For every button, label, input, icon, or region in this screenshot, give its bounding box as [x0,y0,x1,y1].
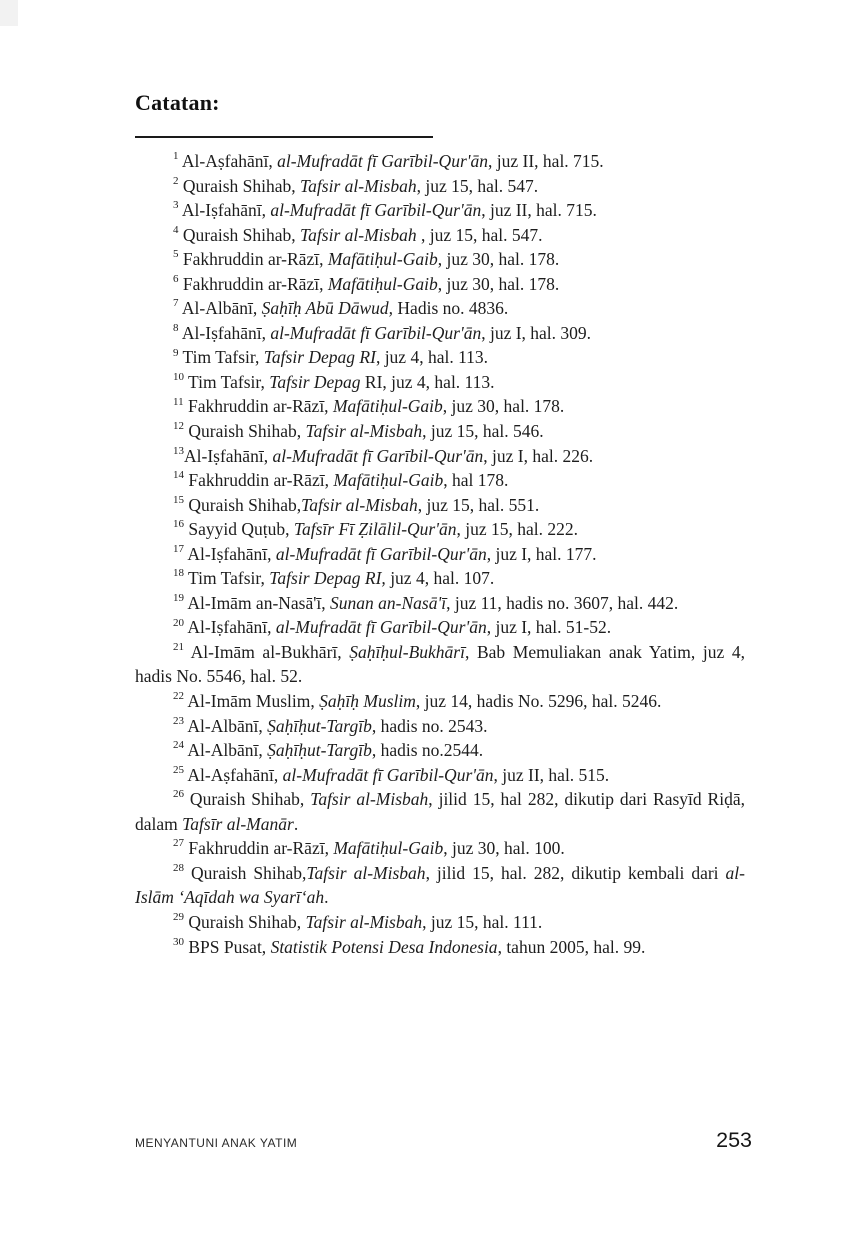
note-text: , juz 15, hal. 222. [456,519,578,540]
note-number: 18 [173,567,184,580]
note-text: Tim Tafsir, [178,347,264,368]
note-title: Statistik Potensi Desa Indonesia [270,936,498,957]
note-title: Tafsir Depag RI [263,347,376,368]
note-title: Ṣaḥīḥut-Targīb [267,715,372,736]
note-text: , juz II, hal. 715. [488,151,604,171]
note-title: al-Mufradāt fī Garībil-Qur'ān [272,445,484,466]
note-title: al-Mufradāt fī Garībil-Qur'ān [270,322,482,343]
note-title: Mafātiḥul-Gaib [327,273,438,294]
note-number: 27 [173,837,184,850]
note-title: Tafsir Depag RI, [269,568,386,589]
note-text: , hal 178. [443,470,509,491]
endnote-23 [135,714,745,739]
note-text: , juz 15, hal. 111. [422,911,543,932]
note-text: Al-Albānī, [184,740,268,761]
note-text: . [293,813,299,834]
note-text: , jilid 15, hal 282, dikutip dari Rasyīd Riḍā, dalam [135,789,745,834]
endnote-11 [135,394,745,419]
note-title: Ṣaḥīḥ Muslim [319,691,416,712]
endnote-5 [135,247,745,272]
endnote-16 [135,517,745,542]
note-title: Ṣaḥīḥul-Bukhārī [349,641,465,662]
note-title: Tafsir al-Misbah [306,862,426,883]
note-text: , juz II, hal. 715. [481,200,597,221]
note-number: 4 [173,223,179,236]
note-number: 24 [173,739,184,752]
scan-artifact [0,0,18,26]
note-text: Al-Iṣfahānī, [184,543,276,564]
note-number: 17 [173,542,184,555]
note-text: Fakhruddin ar-Rāzī, [178,273,328,294]
note-text: , juz 30, hal. 178. [437,249,560,270]
endnote-13 [135,444,745,469]
note-text: Al-Imām an-Nasā'ī, [184,592,331,613]
endnote-19 [135,591,745,616]
note-text: , juz 30, hal. 178. [442,396,565,417]
note-text: Fakhruddin ar-Rāzī, [178,249,328,270]
note-text: , Bab Memuliakan anak Yatim, juz 4, hadis No. 5546, hal. 52. [135,641,745,687]
endnote-8 [135,321,745,346]
note-title: Tafsir al-Misbah [300,175,417,196]
note-text: Quraish Shihab, [184,494,302,515]
note-number: 1 [173,150,179,163]
note-number: 7 [173,297,179,310]
note-text: Al-Imām Muslim, [184,691,320,712]
note-number: 13 [173,444,184,457]
endnote-24 [135,738,745,763]
note-text: Hadis no. 4836. [393,298,509,319]
note-text: Tim Tafsir, [184,568,270,589]
note-text: , juz 14, hadis No. 5296, hal. 5246. [415,691,662,712]
note-title: Tafsir al-Misbah [310,789,429,810]
note-text: , hadis no. 2543. [371,715,488,736]
note-text: Fakhruddin ar-Rāzī, [184,470,334,491]
note-text: , hadis no.2544. [371,740,484,761]
note-text: , juz 15, hal. 547. [416,175,539,196]
note-number: 26 [173,788,184,801]
note-number: 8 [173,322,179,334]
note-text: Fakhruddin ar-Rāzī, [183,396,333,417]
endnote-29 [135,910,745,935]
note-number: 6 [173,272,179,285]
endnote-9 [135,345,745,370]
heading-rule [135,136,433,138]
note-text: juz 4, hal. 107. [385,568,495,589]
endnote-14 [135,468,745,493]
endnote-25 [135,763,745,788]
note-text: Al-Iṣfahānī, [184,617,276,638]
endnote-1 [135,149,745,174]
note-number: 23 [173,714,184,727]
notes-heading: Catatan: [135,90,220,115]
note-title: Mafātiḥul-Gaib [327,249,438,270]
note-text: Tim Tafsir, [184,371,270,392]
endnote-26 [135,787,745,836]
note-text: Al-Albānī, [178,298,262,319]
note-number: 2 [173,174,179,187]
notes-list [135,149,745,959]
note-title: al-Mufradāt fī Garībil-Qur'ān [277,151,489,171]
note-number: 30 [173,935,184,948]
note-number: 3 [173,199,179,212]
note-text: , juz 15, hal. 547. [416,224,543,245]
note-text: Al-Albānī, [184,715,268,736]
note-text: Quraish Shihab, [184,789,311,810]
page-number: 253 [716,1128,752,1152]
note-text: , juz 30, hal. 178. [437,273,560,294]
note-number: 28 [173,862,184,875]
note-text: Quraish Shihab, [184,421,306,442]
note-number: 9 [173,346,179,359]
note-title: al-Mufradāt fī Garībil-Qur'ān [282,764,494,785]
endnote-3 [135,198,745,223]
note-text: , juz 30, hal. 100. [443,838,565,859]
note-text: , juz 4, hal. 113. [375,347,489,368]
endnote-22 [135,689,745,714]
note-title: Tafsir al-Misbah [305,421,423,442]
note-title: Mafātiḥul-Gaib [332,396,443,417]
note-text: , juz II, hal. 515. [493,764,610,785]
note-text: Quraish Shihab, [184,862,307,883]
note-number: 25 [173,763,184,776]
note-title: Ṣaḥīḥ Abū Dāwud, [261,298,394,319]
note-text: BPS Pusat, [184,936,271,957]
endnote-21 [135,640,745,689]
endnote-7 [135,296,745,321]
note-number: 21 [173,641,184,654]
note-title: Mafātiḥul-Gaib [333,838,444,859]
running-footer-title: MENYANTUNI ANAK YATIM [135,1136,298,1150]
note-number: 16 [173,518,184,531]
note-number: 14 [173,469,184,482]
endnote-27 [135,836,745,861]
note-text: Quraish Shihab, [184,911,306,932]
note-text: , juz 11, hadis no. 3607, hal. 442. [446,592,679,613]
note-text: . [324,887,329,908]
note-number: 11 [173,395,184,408]
note-text: Quraish Shihab, [178,175,301,196]
endnote-28 [135,861,745,910]
note-title: Tafsir Depag [269,371,361,392]
note-text: Al-Imām al-Bukhārī, [184,641,350,662]
endnote-12 [135,419,745,444]
endnote-6 [135,272,745,297]
note-title: Ṣaḥīḥut-Targīb [267,740,372,761]
note-text: , juz I, hal. 226. [483,445,594,466]
note-number: 22 [173,690,184,703]
note-title: Mafātiḥul-Gaib [333,470,444,491]
note-number: 15 [173,493,184,506]
note-text: RI, juz 4, hal. 113. [360,371,495,392]
note-number: 20 [173,616,184,629]
note-title: al-Mufradāt fī Garībil-Qur'ān [275,543,487,564]
note-title: al-Mufradāt fī Garībil-Qur'ān [270,200,482,221]
note-number: 10 [173,371,184,384]
endnote-2 [135,174,745,199]
note-title: Tafsir al-Misbah [305,911,423,932]
note-text: , juz 15, hal. 551. [417,494,540,515]
note-title: Tafsīr Fī Ẓilālil-Qur'ān [293,519,457,540]
note-title: Sunan an-Nasā'ī [330,592,447,613]
endnote-18 [135,566,745,591]
endnote-30 [135,935,745,960]
note-title: al-Mufradāt fī Garībil-Qur'ān [275,617,487,638]
note-title: Tafsir al-Misbah [301,494,418,515]
note-title: al-Islām ‘Aqīdah wa Syarī‘ah [135,862,745,908]
note-text: Al-Iṣfahānī, [178,200,271,221]
page-content [135,90,745,959]
note-title: Tafsir al-Misbah [300,224,417,245]
note-text: Al-Aṣfahānī, [178,151,278,171]
endnote-4 [135,223,745,248]
note-text: Sayyid Quṭub, [184,519,294,540]
note-text: , tahun 2005, hal. 99. [497,936,646,957]
note-number: 12 [173,420,184,433]
note-number: 19 [173,592,184,605]
note-text: , juz I, hal. 309. [481,322,592,343]
note-number: 5 [173,248,179,261]
endnote-17 [135,542,745,567]
endnote-15 [135,493,745,518]
note-text: , juz 15, hal. 546. [422,421,544,442]
note-text: Al-Iṣfahānī, [178,322,271,343]
endnote-20 [135,615,745,640]
note-text: , juz I, hal. 51-52. [486,617,612,638]
note-text: Al-Iṣfahānī, [184,445,273,466]
note-text: Al-Aṣfahānī, [184,764,283,785]
note-number: 29 [173,911,184,924]
note-title: Tafsīr al-Manār [182,813,294,834]
note-text: Fakhruddin ar-Rāzī, [184,838,334,859]
note-text: , jilid 15, hal. 282, dikutip kembali dari [425,862,726,883]
endnote-10 [135,370,745,395]
note-text: Quraish Shihab, [178,224,301,245]
note-text: , juz I, hal. 177. [486,543,597,564]
